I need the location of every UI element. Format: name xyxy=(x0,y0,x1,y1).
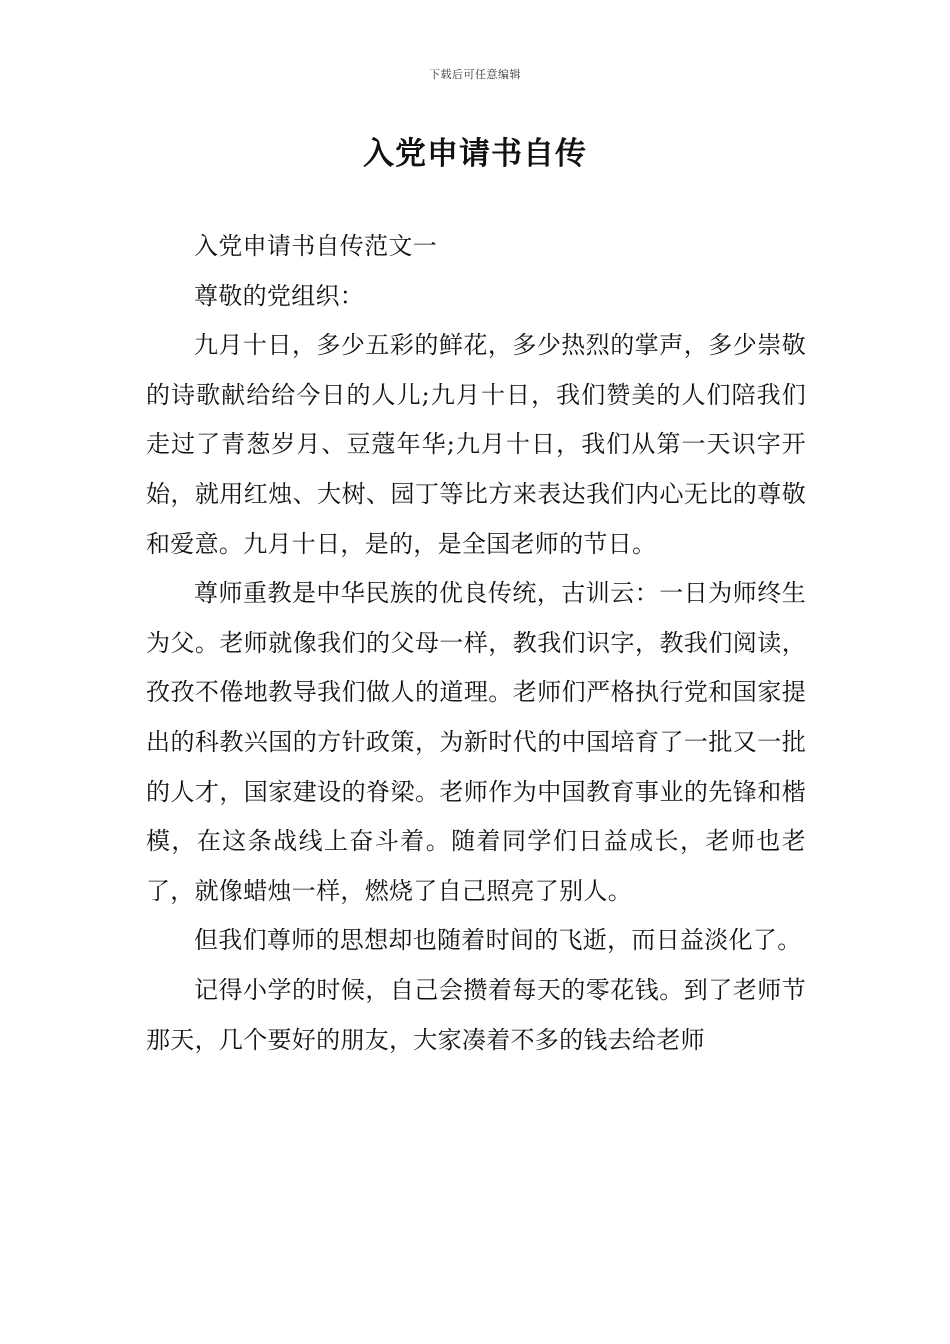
paragraph-subtitle: 入党申请书自传范文一 xyxy=(194,232,437,260)
paragraph: 尊师重教是中华民族的优良传统，古训云：一日为师终生为父。老师就像我们的父母一样，教我们识字，教我们阅读，孜孜不倦地教导我们做人的道理。老师们严格执行党和国家提出的科教兴国的方针政策，为新时代的中国培育了一批又一批的人才，国家建设的脊梁。老师作为中国教育事业的先锋和楷模，在这条战线上奋斗着。随着同学们日益成长，老师也老了，就像蜡烛一样，燃烧了自己照亮了别人。 xyxy=(146,579,806,905)
paragraph: 但我们尊师的思想却也随着时间的飞逝，而日益淡化了。 xyxy=(194,926,802,955)
header-note: 下载后可任意编辑 xyxy=(429,68,521,81)
paragraph-salutation: 尊敬的党组织： xyxy=(194,281,365,310)
paragraph: 九月十日，多少五彩的鲜花，多少热烈的掌声，多少崇敬的诗歌献给给今日的人儿;九月十日，我们赞美的人们陪我们走过了青葱岁月、豆蔻年华;九月十日，我们从第一天识字开始，就用红烛、大树、园丁等比方来表达我们内心无比的尊敬和爱意。九月十日，是的，是全国老师的节日。 xyxy=(146,331,806,558)
paragraph: 记得小学的时候，自己会攒着每天的零花钱。到了老师节那天，几个要好的朋友，大家凑着不多的钱去给老师 xyxy=(146,975,806,1054)
document-title: 入党申请书自传 xyxy=(363,136,587,172)
document-body xyxy=(146,222,806,1065)
